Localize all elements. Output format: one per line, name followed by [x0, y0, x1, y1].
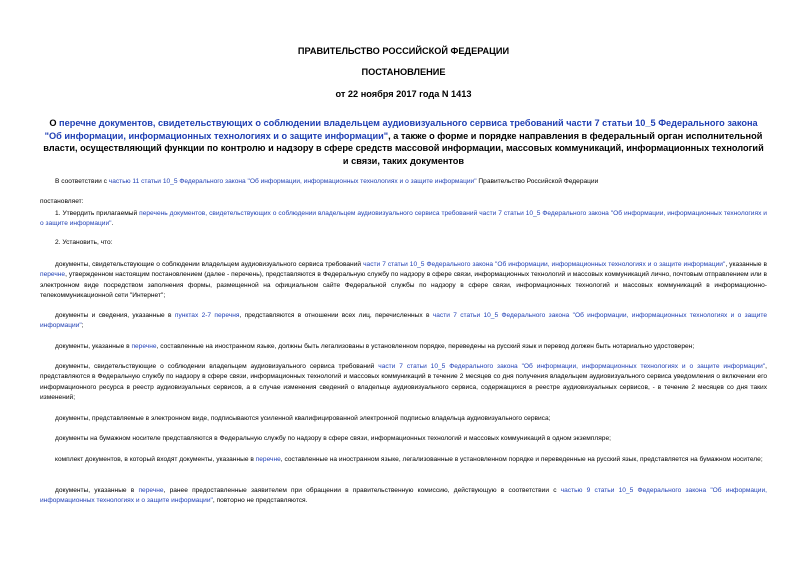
paragraph-approve: [40, 209, 767, 230]
text: , составленные на иностранном языке, должны быть легализованы в установленном порядке, переведены на русский язык и перевод должен быть нотариально удостоверен;: [156, 343, 695, 350]
text: документы и сведения, указанные в: [55, 312, 175, 319]
text: документы, свидетельствующие о соблюдении владельцем аудиовизуального сервиса требований: [55, 363, 379, 370]
government-heading: ПРАВИТЕЛЬСТВО РОССИЙСКОЙ ФЕДЕРАЦИИ: [297, 46, 510, 56]
text: , повторно не представляются.: [212, 497, 308, 505]
items-link[interactable]: пунктах 2-7 перечня: [174, 312, 240, 319]
law-link[interactable]: части 7 статьи 10_5 Федерального закона "Об информации, информационных технологиях и о защите информации": [378, 363, 766, 370]
text: , представляются в отношении всех лиц, перечисленных в: [239, 312, 433, 319]
title-text: О: [49, 118, 60, 128]
text: В соответствии с: [55, 178, 109, 185]
text: комплект документов, в который входят документы, указанные в: [55, 456, 256, 463]
text: документы, указанные в: [55, 487, 139, 494]
text: , составленные на иностранном языке, легализованные в установленном порядке и переведенные на русский язык, представляется на бумажном носителе;: [280, 456, 763, 463]
text: .: [111, 220, 114, 228]
paragraph-decree: постановляет:: [40, 198, 84, 205]
text: ;: [81, 322, 84, 330]
paragraph-persons: [40, 311, 767, 332]
paragraph-electronic: документы, представляемые в электронном виде, подписываются усиленной квалифицированной электронной подписью владельца аудиовизуального сервиса;: [55, 415, 551, 422]
law-link[interactable]: части 7 статьи 10_5 Федерального закона "Об информации, информационных технологиях и о защите информации": [40, 312, 767, 330]
paragraph-basis: [40, 177, 767, 187]
document-title: [40, 117, 767, 167]
text: документы, свидетельствующие о соблюдении владельцем аудиовизуального сервиса требований: [55, 261, 364, 268]
law-link[interactable]: частью 9 статьи 10_5 Федерального закона "Об информации, информационных технологиях и о защите информации": [40, 487, 767, 505]
law-link[interactable]: частью 11 статьи 10_5 Федерального закона "Об информации, информационных технологиях и о защите информации": [108, 178, 477, 185]
text: 1. Утвердить прилагаемый: [55, 210, 140, 217]
list-link[interactable]: перечне: [255, 456, 281, 463]
paragraph-submission: [40, 260, 767, 302]
list-link[interactable]: перечне: [138, 487, 164, 494]
text: , указанные в: [725, 261, 767, 268]
title-link[interactable]: перечне документов, свидетельствующих о соблюдении владельцем аудиовизуального сервиса требований части 7 статьи 10_5 Федерального закона "Об информации, информационных технологиях и о защите информации": [44, 118, 758, 141]
list-link[interactable]: перечне: [40, 271, 66, 279]
paragraph-paper: документы на бумажном носителе представляются в Федеральную службу по надзору в сфере связи, информационных технологий и массовых коммуникаций в одном экземпляре;: [55, 435, 611, 442]
paragraph-set: [40, 455, 767, 465]
title-text-cont: , а также о форме и порядке направления в федеральный орган исполнительной власти, осуществляющий функции по контролю и надзору в сфере средств массовой информации, массовых коммуникаций, информационных технологий и связи, таких документов: [43, 130, 764, 166]
paragraph-repeat: [40, 486, 767, 507]
paragraph-establish: 2. Установить, что:: [55, 239, 113, 246]
date-number-heading: от 22 ноября 2017 года N 1413: [335, 89, 472, 99]
paragraph-foreign: [40, 342, 767, 352]
doc-type-heading: ПОСТАНОВЛЕНИЕ: [361, 67, 446, 77]
list-link[interactable]: перечне: [131, 343, 157, 350]
text: Правительство Российской Федерации: [476, 178, 599, 185]
law-link[interactable]: части 7 статьи 10_5 Федерального закона "Об информации, информационных технологиях и о защите информации": [363, 261, 726, 268]
text: документы, указанные в: [55, 343, 132, 350]
text: , ранее предоставленные заявителем при обращении в правительственную комиссию, действующую в соответствии с: [163, 487, 561, 494]
list-link[interactable]: перечень документов, свидетельствующих о соблюдении владельцем аудиовизуального сервиса требований части 7 статьи 10_5 Федерального закона "Об информации, информационных технологиях и о защите информации": [40, 210, 767, 228]
paragraph-deadline: [40, 362, 767, 404]
text: , представляются в Федеральную службу по надзору в сфере связи, информационных технологий и массовых коммуникаций в течение 2 месяцев со дня получения владельцем аудиовизуального сервиса уведомления о включении его информационного ресурса в реестр аудиовизуальных сервисов, а в случае изменения сведений о владельце аудиовизуального сервиса, содержащихся в реестре аудиовизуальных сервисов, - в течение 2 месяцев со дня таких изменений;: [40, 363, 767, 402]
text: , утвержденном настоящим постановлением (далее - перечень), представляются в Федеральную службу по надзору в сфере связи, информационных технологий и массовых коммуникаций лично, почтовым отправлением или в электронном виде посредством заполнения формы, размещенной на официальном сайте Федеральной службы по надзору в сфере связи, информационных технологий и массовых коммуникаций в информационно-телекоммуникационной сети "Интернет";: [40, 271, 767, 300]
